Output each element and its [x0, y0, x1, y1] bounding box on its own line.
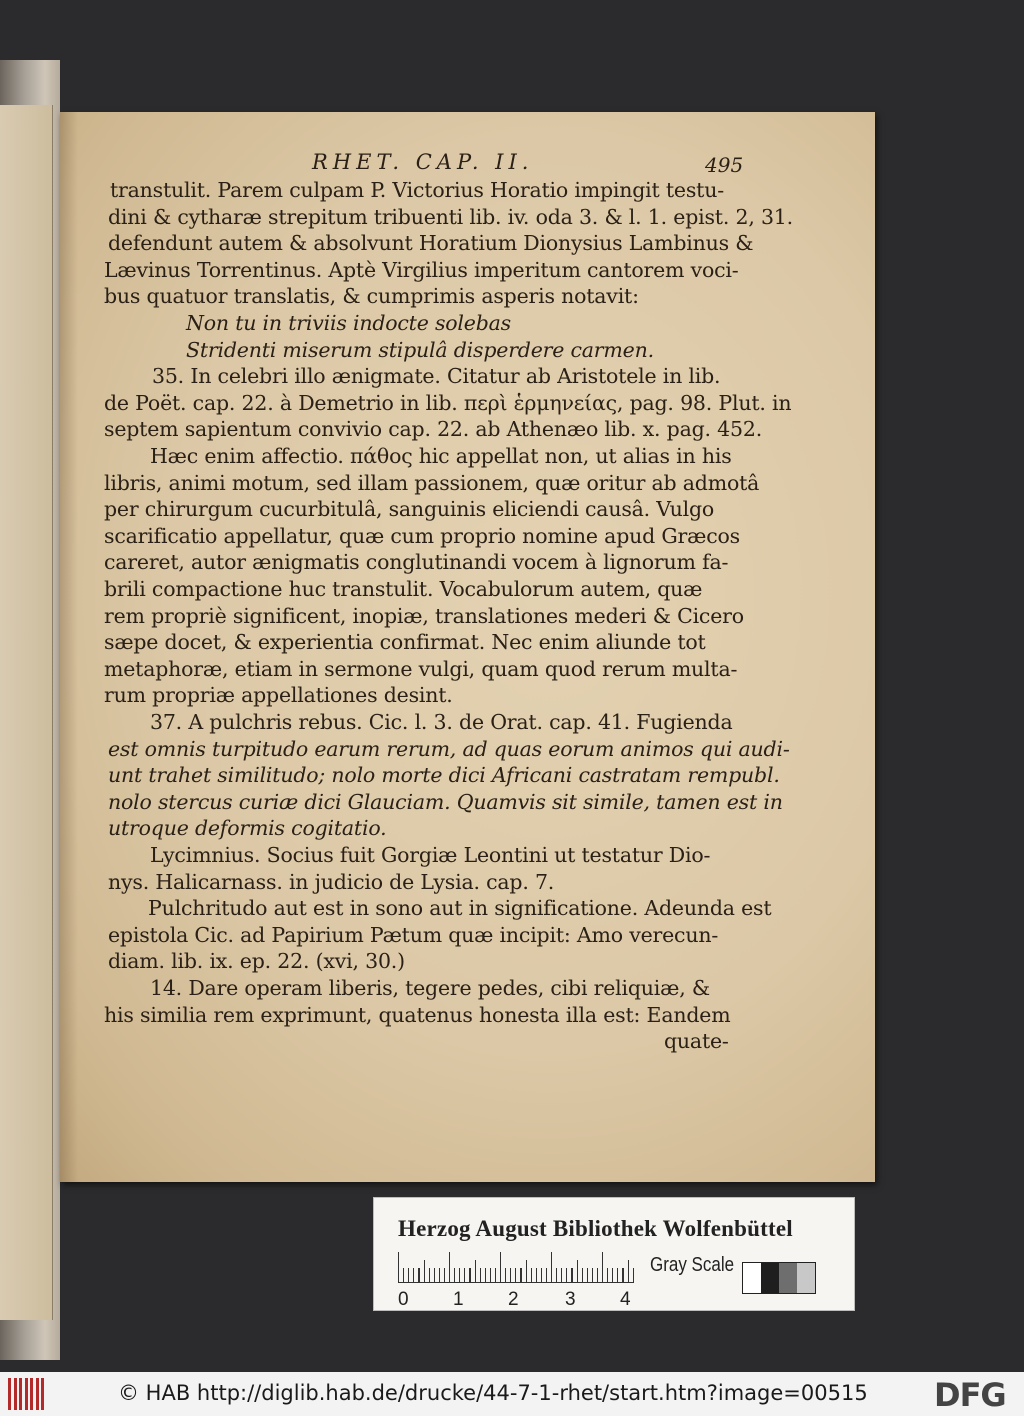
text-line: Hæc enim affectio. πάθος hic appellat non, ut alias in his	[150, 444, 732, 468]
ruler-tick	[592, 1268, 593, 1282]
gray-swatch-cell	[797, 1263, 815, 1293]
text-line: 37. A pulchris rebus. Cic. l. 3. de Orat. cap. 41. Fugienda	[150, 710, 733, 734]
gray-swatch-cell	[779, 1263, 797, 1293]
library-label	[373, 1197, 855, 1311]
text-line: transtulit. Parem culpam P. Victorius Horatio impingit testu-	[110, 178, 724, 202]
ruler-tick	[617, 1268, 618, 1282]
ruler-tick	[469, 1268, 470, 1282]
text-line: scarificatio appellatur, quæ cum proprio nomine apud Græcos	[104, 523, 740, 548]
previous-page-edge	[0, 105, 53, 1320]
text-line: unt trahet similitudo; nolo morte dici Africani castratam rempubl.	[108, 763, 780, 788]
barcode-bar	[14, 1378, 17, 1410]
text-line: libris, animi motum, sed illam passionem, quæ oritur ab admotâ	[104, 470, 760, 495]
ruler-number: 3	[565, 1289, 576, 1310]
gray-scale-swatch	[742, 1262, 816, 1294]
ruler-tick	[429, 1268, 430, 1282]
barcode-bar	[8, 1378, 11, 1410]
footer-bar	[0, 1372, 1024, 1416]
barcode-bar	[41, 1378, 44, 1410]
ruler-tick	[480, 1268, 481, 1282]
text-line: nys. Halicarnass. in judicio de Lysia. cap. 7.	[108, 869, 555, 894]
text-line: sæpe docet, & experientia confirmat. Nec enim aliunde tot	[104, 630, 706, 655]
text-line: rem propriè significent, inopiæ, translationes mederi & Cicero	[104, 603, 744, 628]
hab-barcode-icon	[8, 1378, 48, 1410]
ruler-tick	[459, 1268, 460, 1282]
ruler-tick	[541, 1268, 542, 1282]
ruler-number: 2	[508, 1289, 519, 1310]
text-line: Lycimnius. Socius fuit Gorgiæ Leontini ut testatur Dio-	[150, 843, 711, 867]
text-line: nolo stercus curiæ dici Glauciam. Quamvis sit simile, tamen est in	[108, 789, 783, 814]
ruler-tick	[602, 1252, 603, 1282]
ruler-number: 1	[453, 1289, 464, 1310]
ruler-tick	[566, 1268, 567, 1282]
ruler-tick	[475, 1260, 476, 1282]
barcode-bar	[25, 1378, 28, 1410]
ruler-tick	[464, 1268, 465, 1282]
scale-ruler	[398, 1250, 634, 1283]
text-line: Stridenti miserum stipulâ disperdere carmen.	[186, 337, 654, 362]
ruler-tick	[500, 1252, 501, 1282]
ruler-tick	[510, 1268, 511, 1282]
barcode-bar	[19, 1378, 22, 1410]
barcode-bar	[30, 1378, 33, 1410]
text-line: metaphoræ, etiam in sermone vulgi, quam quod rerum multa-	[104, 656, 738, 681]
ruler-tick	[505, 1268, 506, 1282]
text-line: rum propriæ appellationes desint.	[104, 683, 453, 708]
ruler-tick	[520, 1268, 521, 1282]
ruler-tick	[556, 1268, 557, 1282]
ruler-tick	[413, 1268, 414, 1282]
ruler-tick	[531, 1268, 532, 1282]
ruler-tick	[526, 1260, 527, 1282]
ruler-tick	[582, 1268, 583, 1282]
ruler-tick	[454, 1268, 455, 1282]
ruler-tick	[546, 1268, 547, 1282]
page-number: 495	[705, 153, 744, 177]
text-line: bus quatuor translatis, & cumprimis asperis notavit:	[104, 284, 639, 309]
ruler-tick	[571, 1268, 572, 1282]
ruler-tick	[408, 1268, 409, 1282]
ruler-tick	[495, 1268, 496, 1282]
ruler-tick	[612, 1268, 613, 1282]
ruler-tick	[607, 1268, 608, 1282]
ruler-tick	[515, 1268, 516, 1282]
running-head: RHET. CAP. II.	[312, 150, 534, 174]
text-line: diam. lib. ix. ep. 22. (xvi, 30.)	[108, 949, 405, 974]
text-line: 14. Dare operam liberis, tegere pedes, cibi reliquiæ, &	[150, 976, 710, 1000]
text-line: defendunt autem & absolvunt Horatium Dionysius Lambinus &	[108, 231, 754, 256]
text-line: 35. In celebri illo ænigmate. Citatur ab Aristotele in lib.	[152, 364, 721, 389]
gray-swatch-cell	[743, 1263, 761, 1293]
ruler-tick	[577, 1260, 578, 1282]
text-line: est omnis turpitudo earum rerum, ad quas eorum animos qui audi-	[108, 736, 790, 761]
ruler-tick	[587, 1268, 588, 1282]
ruler-tick	[536, 1268, 537, 1282]
text-line: quate-	[664, 1029, 729, 1054]
ruler-tick	[485, 1268, 486, 1282]
barcode-bar	[36, 1378, 39, 1410]
ruler-tick	[633, 1268, 634, 1282]
ruler-tick	[418, 1268, 419, 1282]
ruler-tick	[622, 1268, 623, 1282]
ruler-tick	[403, 1268, 404, 1282]
ruler-tick	[490, 1268, 491, 1282]
ruler-number: 0	[398, 1289, 409, 1310]
ruler-tick	[449, 1252, 450, 1282]
ruler-number: 4	[620, 1289, 631, 1310]
ruler-tick	[551, 1252, 552, 1282]
ruler-tick	[444, 1268, 445, 1282]
ruler-tick	[434, 1268, 435, 1282]
text-line: brili compactione huc transtulit. Vocabulorum autem, quæ	[104, 577, 703, 601]
text-line: Pulchritudo aut est in sono aut in significatione. Adeunda est	[148, 896, 772, 921]
ruler-tick	[439, 1268, 440, 1282]
text-line: Lævinus Torrentinus. Aptè Virgilius imperitum cantorem voci-	[104, 257, 739, 282]
ruler-tick	[628, 1260, 629, 1282]
gray-swatch-cell	[761, 1263, 779, 1293]
text-line: dini & cytharæ strepitum tribuenti lib. iv. oda 3. & l. 1. epist. 2, 31.	[108, 204, 793, 229]
text-line: epistola Cic. ad Papirium Pætum quæ incipit: Amo verecun-	[108, 922, 719, 947]
gray-scale-label: Gray Scale	[650, 1254, 735, 1276]
ruler-tick	[561, 1268, 562, 1282]
ruler-tick	[597, 1268, 598, 1282]
ruler-tick	[398, 1252, 399, 1282]
text-line: Non tu in triviis indocte solebas	[186, 311, 511, 335]
text-line: utroque deformis cogitatio.	[108, 816, 387, 841]
text-line: his similia rem exprimunt, quatenus honesta illa est: Eandem	[104, 1002, 731, 1027]
library-name: Herzog August Bibliothek Wolfenbüttel	[398, 1216, 793, 1241]
text-line: de Poët. cap. 22. à Demetrio in lib. περὶ ἑρμηνείας, pag. 98. Plut. in	[104, 390, 792, 415]
text-line: careret, autor ænigmatis conglutinandi vocem à lignorum fa-	[104, 550, 729, 575]
copyright-link[interactable]: © HAB http://diglib.hab.de/drucke/44-7-1-rhet/start.htm?image=00515	[118, 1381, 868, 1405]
text-line: per chirurgum cucurbitulâ, sanguinis eliciendi causâ. Vulgo	[104, 497, 715, 522]
text-line: septem sapientum convivio cap. 22. ab Athenæo lib. x. pag. 452.	[104, 417, 763, 442]
ruler-tick	[424, 1260, 425, 1282]
dfg-logo: DFG	[934, 1376, 1006, 1414]
